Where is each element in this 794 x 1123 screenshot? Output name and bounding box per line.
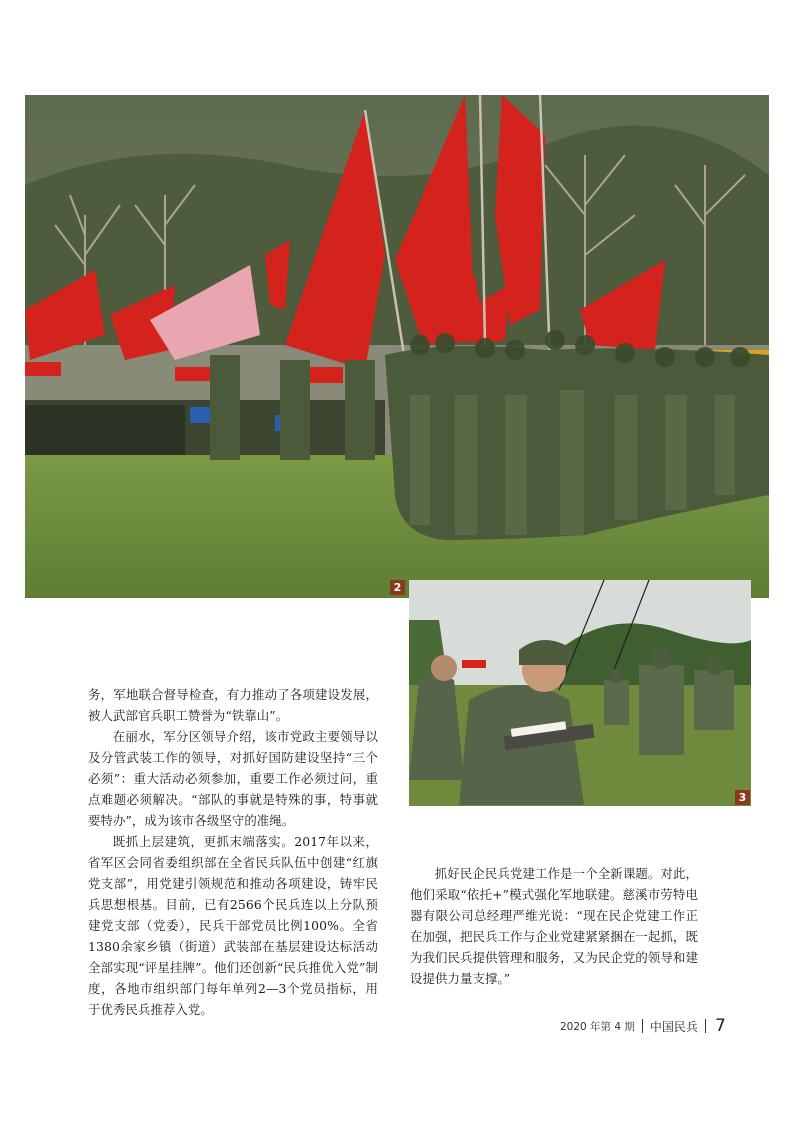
magazine-title: 中国民兵 <box>649 1019 698 1034</box>
photo-number-badge: 3 <box>735 790 750 805</box>
paragraph: 务，军地联合督导检查，有力推动了各项建设发展，被人武部官兵职工赞誉为“铁靠山”。 <box>88 687 378 723</box>
paragraph: 既抓上层建筑，更抓末端落实。2017年以来，省军区会同省委组织部在全省民兵队伍中创建“红旗党支部”，用党建引领规范和推动各项建设，铸牢民兵思想根基。目前，已有2566个民兵连以上分队预建党支部（党委），民兵干部党员比例100%。全省1380余家乡镇（街道）武装部在基层建设达标活动全部实现“评星挂牌”。他们还创新“民兵推优入党”制度，各地市组织部门每年单列2—3个党员指标，用于优秀民兵推荐入党。 <box>88 834 378 1017</box>
article-column-right <box>410 863 698 989</box>
photo-number-badge: 2 <box>390 580 405 595</box>
page-footer <box>560 1016 760 1036</box>
divider <box>705 1019 706 1033</box>
photo-marching-militia <box>25 95 769 598</box>
article-column-left <box>88 684 378 1020</box>
page-number: 7 <box>714 1016 726 1036</box>
paragraph: 抓好民企民兵党建工作是一个全新课题。对此，他们采取“依托+”模式强化军地联建。慈溪市劳特电器有限公司总经理严维光说：“现在民企党建工作正在加强，把民兵工作与企业党建紧紧捆在一起抓，既为我们民兵提供管理和服务，又为民企党的领导和建设提供力量支撑。” <box>410 866 698 986</box>
divider <box>642 1019 643 1033</box>
issue-label: 2020 年第 4 期 <box>560 1020 635 1033</box>
paragraph: 在丽水，军分区领导介绍，该市党政主要领导以及分管武装工作的领导，对抓好国防建设坚持“三个必须”：重大活动必须参加，重要工作必须过问，重点难题必须解决。“部队的事就是特殊的事，特事就要特办”，成为该市各级坚守的准绳。 <box>88 729 378 828</box>
photo-militia-writing <box>409 580 751 806</box>
